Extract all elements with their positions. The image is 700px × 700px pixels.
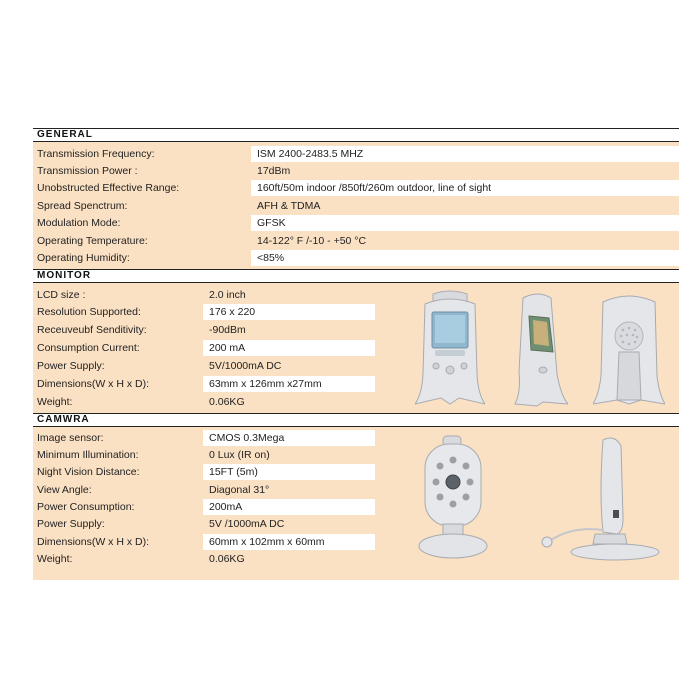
general-row xyxy=(33,146,679,163)
spec-label: Power Supply: xyxy=(37,518,105,530)
spec-value: 14-122° F /-10 - +50 °C xyxy=(257,235,367,247)
spec-label: Weight: xyxy=(37,396,73,408)
general-row xyxy=(33,198,679,215)
monitor-row xyxy=(33,376,375,393)
spec-label: Consumption Current: xyxy=(37,342,140,354)
camera-row xyxy=(33,551,375,568)
spec-value: ISM 2400-2483.5 MHZ xyxy=(257,148,364,160)
monitor-back-image xyxy=(593,290,665,408)
spec-label: View Angle: xyxy=(37,484,92,496)
camera-row xyxy=(33,430,375,447)
spec-value: 176 x 220 xyxy=(209,306,256,318)
camera-row xyxy=(33,499,375,516)
spec-label: Minimum Illumination: xyxy=(37,449,139,461)
spec-label: Unobstructed Effective Range: xyxy=(37,182,180,194)
general-row xyxy=(33,250,679,267)
camera-row xyxy=(33,447,375,464)
spec-label: Image sensor: xyxy=(37,432,104,444)
monitor-row xyxy=(33,394,375,411)
spec-label: Receuveubf Senditivity: xyxy=(37,324,147,336)
camera-header xyxy=(33,413,679,427)
camera-front-image xyxy=(413,434,493,562)
spec-label: Spread Spenctrum: xyxy=(37,200,128,212)
spec-value: 200 mA xyxy=(209,342,246,354)
spec-value: GFSK xyxy=(257,217,286,229)
spec-label: Transmission Power : xyxy=(37,165,138,177)
spec-label: Power Supply: xyxy=(37,360,105,372)
spec-value: 15FT (5m) xyxy=(209,466,258,478)
spec-value: <85% xyxy=(257,252,285,264)
spec-value: 0.06KG xyxy=(209,396,245,408)
spec-label: Operating Temperature: xyxy=(37,235,148,247)
spec-label: LCD size : xyxy=(37,289,86,301)
general-row xyxy=(33,180,679,197)
monitor-row xyxy=(33,287,375,304)
spec-value: CMOS 0.3Mega xyxy=(209,432,285,444)
spec-value: -90dBm xyxy=(209,324,246,336)
spec-value: 2.0 inch xyxy=(209,289,246,301)
camera-side-image xyxy=(533,434,663,562)
spec-label: Weight: xyxy=(37,553,73,565)
general-row xyxy=(33,163,679,180)
camera-row xyxy=(33,464,375,481)
spec-label: Dimensions(W x H x D): xyxy=(37,536,150,548)
spec-value: Diagonal 31° xyxy=(209,484,270,496)
spec-label: Operating Humidity: xyxy=(37,252,130,264)
monitor-header xyxy=(33,269,679,283)
camera-row xyxy=(33,534,375,551)
spec-value: 0.06KG xyxy=(209,553,245,565)
spec-label: Night Vision Distance: xyxy=(37,466,140,478)
general-header xyxy=(33,128,679,142)
spec-label: Modulation Mode: xyxy=(37,217,121,229)
monitor-row xyxy=(33,358,375,375)
spec-value: 200mA xyxy=(209,501,243,513)
spec-label: Power Consumption: xyxy=(37,501,135,513)
monitor-row xyxy=(33,340,375,357)
spec-value: 17dBm xyxy=(257,165,291,177)
spec-value: 5V/1000mA DC xyxy=(209,360,282,372)
spec-value: 5V /1000mA DC xyxy=(209,518,285,530)
camera-title: CAMWRA xyxy=(37,414,90,425)
general-row xyxy=(33,215,679,232)
spec-label: Dimensions(W x H x D): xyxy=(37,378,150,390)
general-row xyxy=(33,233,679,250)
spec-sheet xyxy=(33,128,679,580)
spec-value: 160ft/50m indoor /850ft/260m outdoor, line of sight xyxy=(257,182,492,194)
monitor-side-image xyxy=(513,292,568,408)
spec-value: 63mm x 126mm x27mm xyxy=(209,378,322,390)
monitor-row xyxy=(33,304,375,321)
camera-row xyxy=(33,516,375,533)
spec-label: Resolution Supported: xyxy=(37,306,141,318)
camera-row xyxy=(33,482,375,499)
monitor-front-image xyxy=(415,290,485,408)
general-title: GENERAL xyxy=(37,129,93,140)
monitor-row xyxy=(33,322,375,339)
spec-value: AFH & TDMA xyxy=(257,200,321,212)
spec-value: 60mm x 102mm x 60mm xyxy=(209,536,325,548)
spec-value: 0 Lux (IR on) xyxy=(209,449,270,461)
spec-label: Transmission Frequency: xyxy=(37,148,155,160)
monitor-title: MONITOR xyxy=(37,270,92,281)
